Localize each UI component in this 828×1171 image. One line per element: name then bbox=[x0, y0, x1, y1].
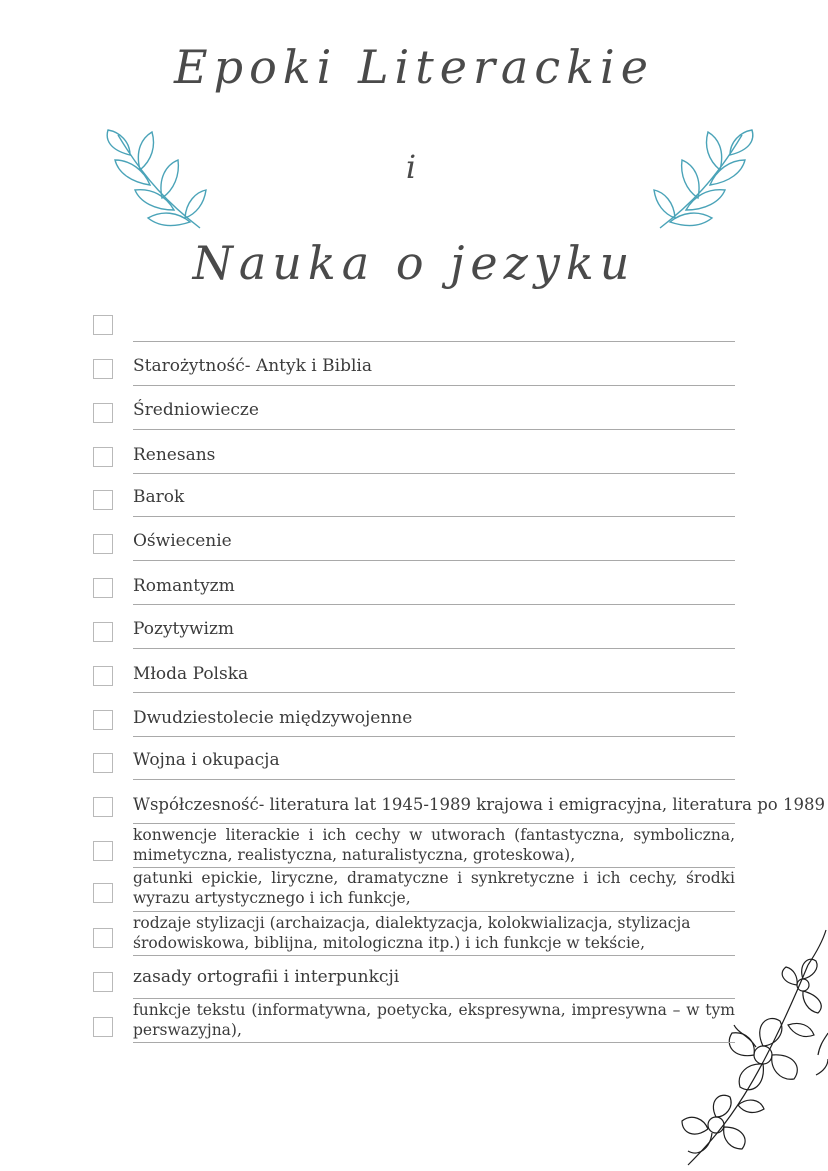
page-subtitle: Nauka o jezyku bbox=[192, 236, 636, 290]
checklist-item-label: Średniowiecze bbox=[133, 400, 259, 420]
checklist-item bbox=[93, 750, 735, 780]
checklist-item bbox=[93, 965, 735, 999]
checklist-item-label: Romantyzm bbox=[133, 576, 235, 596]
checklist-item-label: Dwudziestolecie międzywojenne bbox=[133, 708, 413, 728]
divider bbox=[133, 736, 735, 737]
checklist-item bbox=[93, 663, 735, 693]
checklist-item bbox=[93, 794, 825, 824]
divider bbox=[133, 473, 735, 474]
checklist-item-label: funkcje tekstu (informatywna, poetycka, ekspresywna, impresywna – w tym perswazyjna), bbox=[133, 1001, 735, 1039]
checkbox[interactable] bbox=[93, 534, 113, 554]
page-title: Epoki Literackie bbox=[174, 40, 654, 94]
checkbox[interactable] bbox=[93, 315, 113, 335]
checklist-item-label: Renesans bbox=[133, 445, 216, 465]
checklist-item bbox=[93, 1000, 735, 1043]
title-conjunction: i bbox=[405, 148, 423, 186]
checklist-item-label: rodzaje stylizacji (archaizacja, dialektyzacja, kolokwializacja, stylizacja środowiskowa, biblijna, mitologiczna itp.) i ich funkcje w tekście, bbox=[133, 914, 691, 952]
leaf-branch-left-icon bbox=[100, 110, 210, 240]
divider bbox=[133, 648, 735, 649]
divider bbox=[133, 341, 735, 342]
checklist-item-label: gatunki epickie, liryczne, dramatyczne i synkretyczne i ich cechy, środki wyrazu artystycznego i ich funkcje, bbox=[133, 869, 735, 907]
checklist-item bbox=[93, 400, 735, 430]
checkbox[interactable] bbox=[93, 622, 113, 642]
divider bbox=[133, 385, 735, 386]
checklist-item bbox=[93, 356, 735, 386]
checklist-item-label: Współczesność- literatura lat 1945-1989 krajowa i emigracyjna, literatura po 1989 bbox=[133, 795, 825, 814]
divider bbox=[133, 779, 735, 780]
divider bbox=[133, 692, 735, 693]
checklist-item-label: Oświecenie bbox=[133, 531, 232, 551]
checklist-item bbox=[93, 913, 735, 956]
checklist-item-label: zasady ortografii i interpunkcji bbox=[133, 967, 400, 987]
checklist-item bbox=[93, 312, 735, 342]
checkbox[interactable] bbox=[93, 359, 113, 379]
checkbox[interactable] bbox=[93, 753, 113, 773]
checkbox[interactable] bbox=[93, 928, 113, 948]
checklist-item-label: Młoda Polska bbox=[133, 664, 249, 684]
checklist-item bbox=[93, 575, 735, 605]
checkbox[interactable] bbox=[93, 883, 113, 903]
checklist-item bbox=[93, 487, 735, 517]
divider bbox=[133, 823, 735, 824]
checklist-item bbox=[93, 707, 735, 737]
checkbox[interactable] bbox=[93, 797, 113, 817]
divider bbox=[133, 604, 735, 605]
checklist-item bbox=[93, 444, 735, 474]
divider bbox=[133, 560, 735, 561]
checkbox[interactable] bbox=[93, 972, 113, 992]
checklist-item-label: Barok bbox=[133, 487, 185, 507]
divider bbox=[133, 1042, 735, 1043]
divider bbox=[133, 998, 735, 999]
checkbox[interactable] bbox=[93, 578, 113, 598]
checklist-item-label: Pozytywizm bbox=[133, 619, 235, 639]
checkbox[interactable] bbox=[93, 490, 113, 510]
checklist-item-label: konwencje literackie i ich cechy w utworach (fantastyczna, symboliczna, mimetyczna, realistyczna, naturalistyczna, groteskowa), bbox=[133, 826, 735, 864]
checklist-item-label: Wojna i okupacja bbox=[133, 750, 280, 770]
checklist-item bbox=[93, 531, 735, 561]
leaf-branch-right-icon bbox=[650, 110, 760, 240]
checkbox[interactable] bbox=[93, 447, 113, 467]
floral-corner-icon bbox=[668, 925, 828, 1171]
checkbox[interactable] bbox=[93, 1017, 113, 1037]
checkbox[interactable] bbox=[93, 841, 113, 861]
checklist-item bbox=[93, 619, 735, 649]
divider bbox=[133, 911, 735, 912]
checkbox[interactable] bbox=[93, 403, 113, 423]
divider bbox=[133, 955, 735, 956]
checkbox[interactable] bbox=[93, 710, 113, 730]
checklist-item-label: Starożytność- Antyk i Biblia bbox=[133, 356, 372, 376]
checklist-item bbox=[93, 825, 735, 868]
divider bbox=[133, 516, 735, 517]
checklist-item bbox=[93, 869, 735, 912]
checkbox[interactable] bbox=[93, 666, 113, 686]
divider bbox=[133, 429, 735, 430]
